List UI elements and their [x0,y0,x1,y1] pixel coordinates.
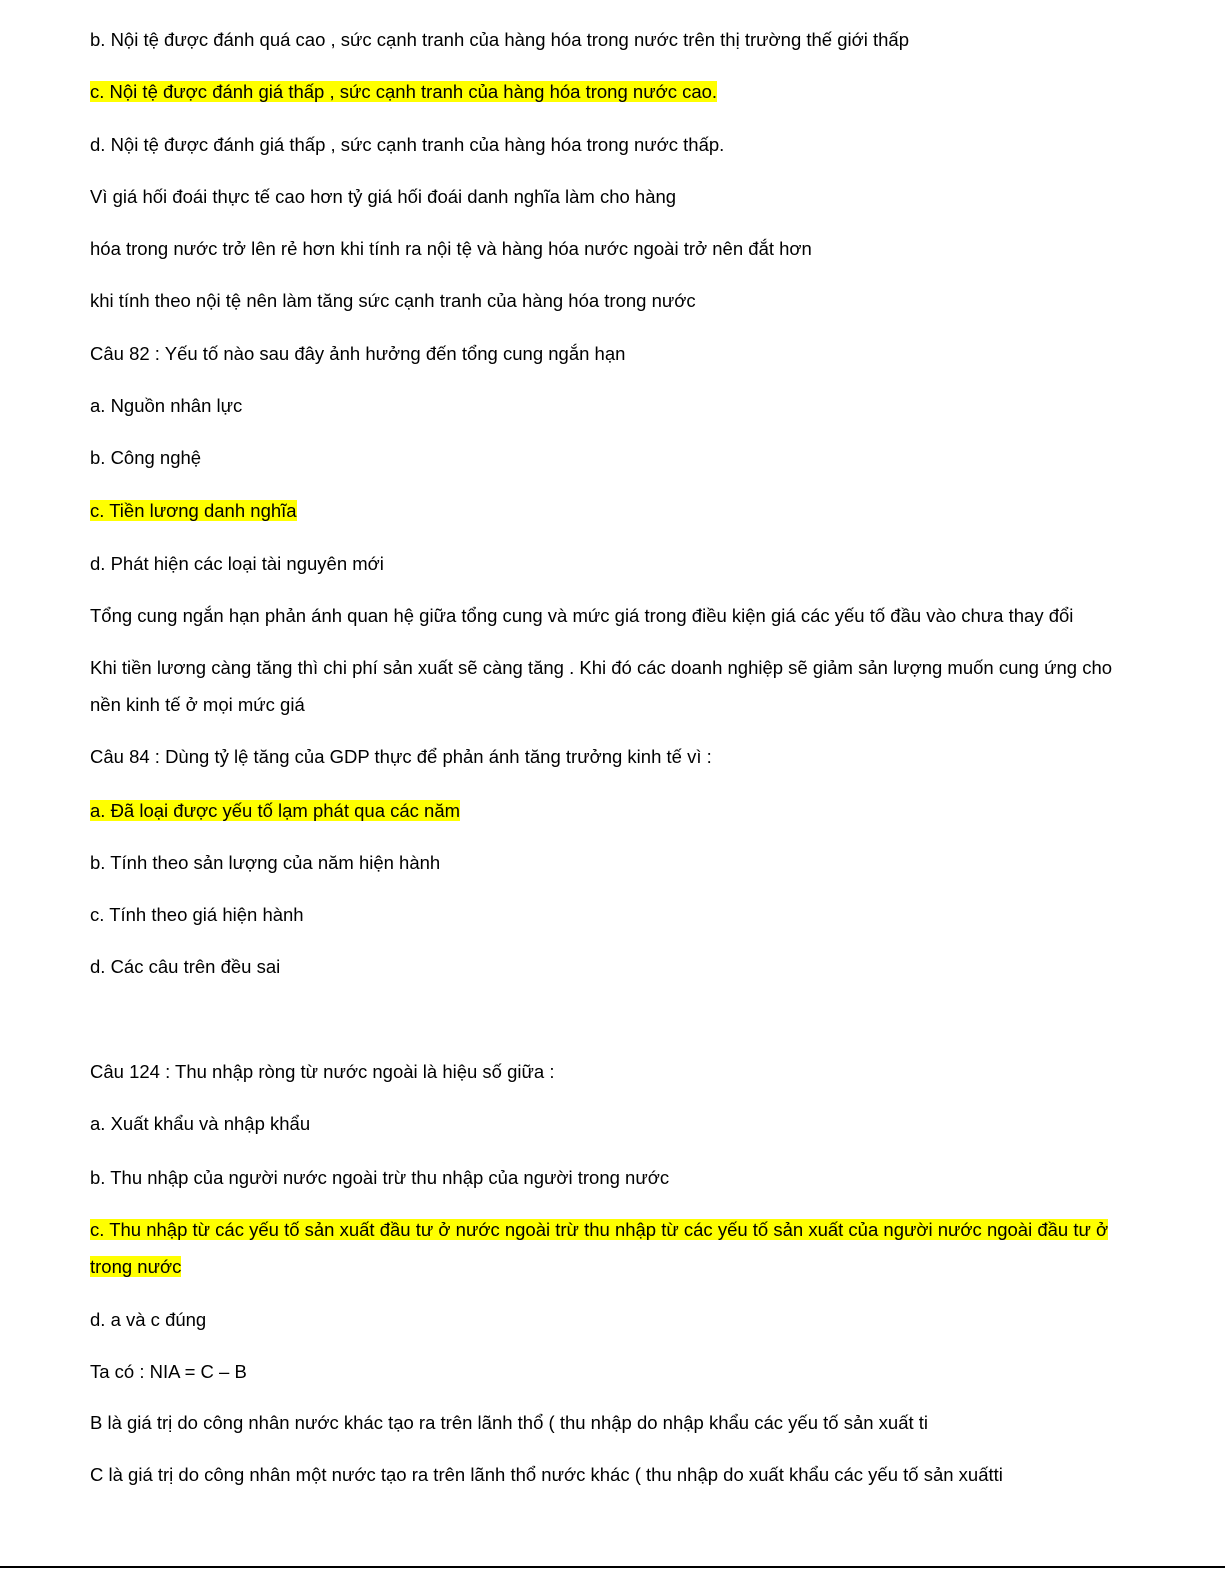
answer-option-c-correct [90,80,717,104]
page-bottom-divider [0,1566,1225,1568]
answer-option-d: d. Nội tệ được đánh giá thấp , sức cạnh tranh của hàng hóa trong nước thấp. [90,134,725,155]
answer-option-d: d. Các câu trên đều sai [90,956,281,977]
answer-option-b: b. Thu nhập của người nước ngoài trừ thu nhập của người trong nước [90,1167,670,1188]
question-84: Câu 84 : Dùng tỷ lệ tăng của GDP thực để phản ánh tăng trưởng kinh tế vì : [90,746,712,767]
answer-option-c: c. Tính theo giá hiện hành [90,904,304,925]
explanation-line: khi tính theo nội tệ nên làm tăng sức cạnh tranh của hàng hóa trong nước [90,290,696,311]
highlighted-answer: c. Tiền lương danh nghĩa [90,500,297,521]
question-124: Câu 124 : Thu nhập ròng từ nước ngoài là hiệu số giữa : [90,1061,555,1082]
answer-option-b: b. Nội tệ được đánh quá cao , sức cạnh tranh của hàng hóa trong nước trên thị trường thế giới thấp [90,29,910,50]
explanation-line: Tổng cung ngắn hạn phản ánh quan hệ giữa tổng cung và mức giá trong điều kiện giá các yếu tố đầu vào chưa thay đổi [90,605,1074,626]
explanation-line: Vì giá hối đoái thực tế cao hơn tỷ giá hối đoái danh nghĩa làm cho hàng [90,186,677,207]
answer-option-a: a. Xuất khẩu và nhập khẩu [90,1113,311,1134]
answer-option-a-correct [90,799,460,823]
formula-line: Ta có : NIA = C – B [90,1361,247,1382]
answer-option-c-correct [90,1211,1120,1285]
explanation-line: hóa trong nước trở lên rẻ hơn khi tính ra nội tệ và hàng hóa nước ngoài trở nên đắt hơn [90,238,812,259]
answer-option-b: b. Tính theo sản lượng của năm hiện hành [90,852,441,873]
explanation-line: C là giá trị do công nhân một nước tạo ra trên lãnh thổ nước khác ( thu nhập do xuất khẩu các yếu tố sản xuấtti [90,1464,1003,1485]
answer-option-c-correct [90,499,297,523]
answer-option-d: d. a và c đúng [90,1309,207,1330]
question-82: Câu 82 : Yếu tố nào sau đây ảnh hưởng đến tổng cung ngắn hạn [90,343,626,364]
answer-option-b: b. Công nghệ [90,447,202,468]
highlighted-answer: c. Nội tệ được đánh giá thấp , sức cạnh tranh của hàng hóa trong nước cao. [90,81,718,102]
highlighted-answer: a. Đã loại được yếu tố lạm phát qua các năm [90,800,461,821]
highlighted-answer: c. Thu nhập từ các yếu tố sản xuất đầu tư ở nước ngoài trừ thu nhập từ các yếu tố sản xuất của người nước ngoài đầu tư ở trong nước [90,1219,1109,1277]
explanation-paragraph: Khi tiền lương càng tăng thì chi phí sản xuất sẽ càng tăng . Khi đó các doanh nghiệp sẽ giảm sản lượng muốn cung ứng cho nền kinh tế ở mọi mức giá [90,657,1113,715]
answer-option-d: d. Phát hiện các loại tài nguyên mới [90,553,384,574]
answer-option-a: a. Nguồn nhân lực [90,395,243,416]
explanation-line: B là giá trị do công nhân nước khác tạo ra trên lãnh thổ ( thu nhập do nhập khẩu các yếu tố sản xuất ti [90,1412,929,1433]
